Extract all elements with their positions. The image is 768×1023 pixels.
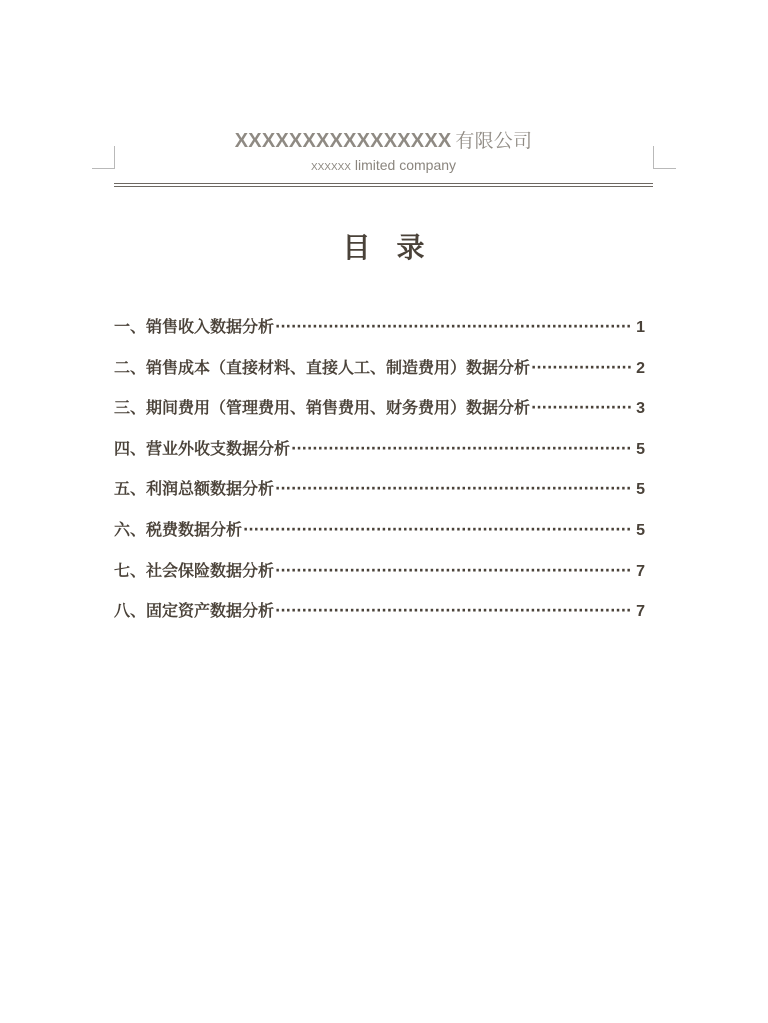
toc-entry-label: 六、税费数据分析	[114, 519, 243, 539]
toc-entry[interactable]	[114, 558, 645, 599]
toc-entry-page-number: 5	[636, 481, 645, 499]
toc-dot-leader	[243, 519, 631, 538]
toc-title: 目录	[342, 231, 451, 264]
crop-mark-top-right	[653, 146, 676, 169]
toc-entry-label: 五、利润总额数据分析	[114, 479, 275, 499]
toc-dot-leader	[531, 357, 631, 376]
crop-mark-top-left	[92, 146, 115, 169]
toc-dot-leader	[275, 560, 631, 579]
toc-entry-label: 三、期间费用（管理费用、销售费用、财务费用）数据分析	[114, 398, 531, 418]
toc-entry-page-number: 5	[636, 521, 645, 539]
toc-dot-leader	[531, 397, 631, 416]
toc-entry[interactable]	[114, 436, 645, 477]
toc-dot-leader	[275, 600, 631, 619]
toc-dot-leader	[275, 316, 631, 335]
toc-entry-label: 八、固定资产数据分析	[114, 601, 275, 621]
company-english-suffix: limited company	[354, 157, 457, 173]
toc-entry-page-number: 7	[636, 562, 645, 580]
toc-entry[interactable]	[114, 598, 645, 639]
company-name	[114, 128, 653, 154]
toc-entry[interactable]	[114, 314, 645, 355]
toc-entry-label: 二、销售成本（直接材料、直接人工、制造费用）数据分析	[114, 357, 531, 377]
page-header	[114, 128, 653, 177]
company-name-latin: XXXXXXXXXXXXXXXX	[234, 130, 452, 152]
toc-entry[interactable]	[114, 476, 645, 517]
company-english-name	[114, 156, 653, 177]
toc-dot-leader	[275, 478, 631, 497]
header-rule-top	[114, 183, 653, 184]
toc-entry[interactable]	[114, 355, 645, 396]
toc-entry-label: 四、营业外收支数据分析	[114, 438, 291, 458]
table-of-contents	[114, 314, 645, 639]
toc-entry-page-number: 7	[636, 603, 645, 621]
toc-entry-page-number: 2	[636, 359, 645, 377]
toc-entry-page-number: 1	[636, 319, 645, 336]
company-english-prefix: XXXXXX	[310, 162, 351, 173]
company-name-cn: 有限公司	[455, 130, 533, 152]
toc-dot-leader	[291, 438, 631, 457]
toc-entry-label: 一、销售收入数据分析	[114, 317, 275, 336]
toc-entry-label: 七、社会保险数据分析	[114, 560, 275, 580]
toc-entry[interactable]	[114, 395, 645, 436]
header-rule-bottom	[114, 186, 653, 187]
toc-entry-page-number: 5	[636, 440, 645, 458]
toc-entry-page-number: 3	[636, 400, 645, 418]
toc-entry[interactable]	[114, 517, 645, 558]
